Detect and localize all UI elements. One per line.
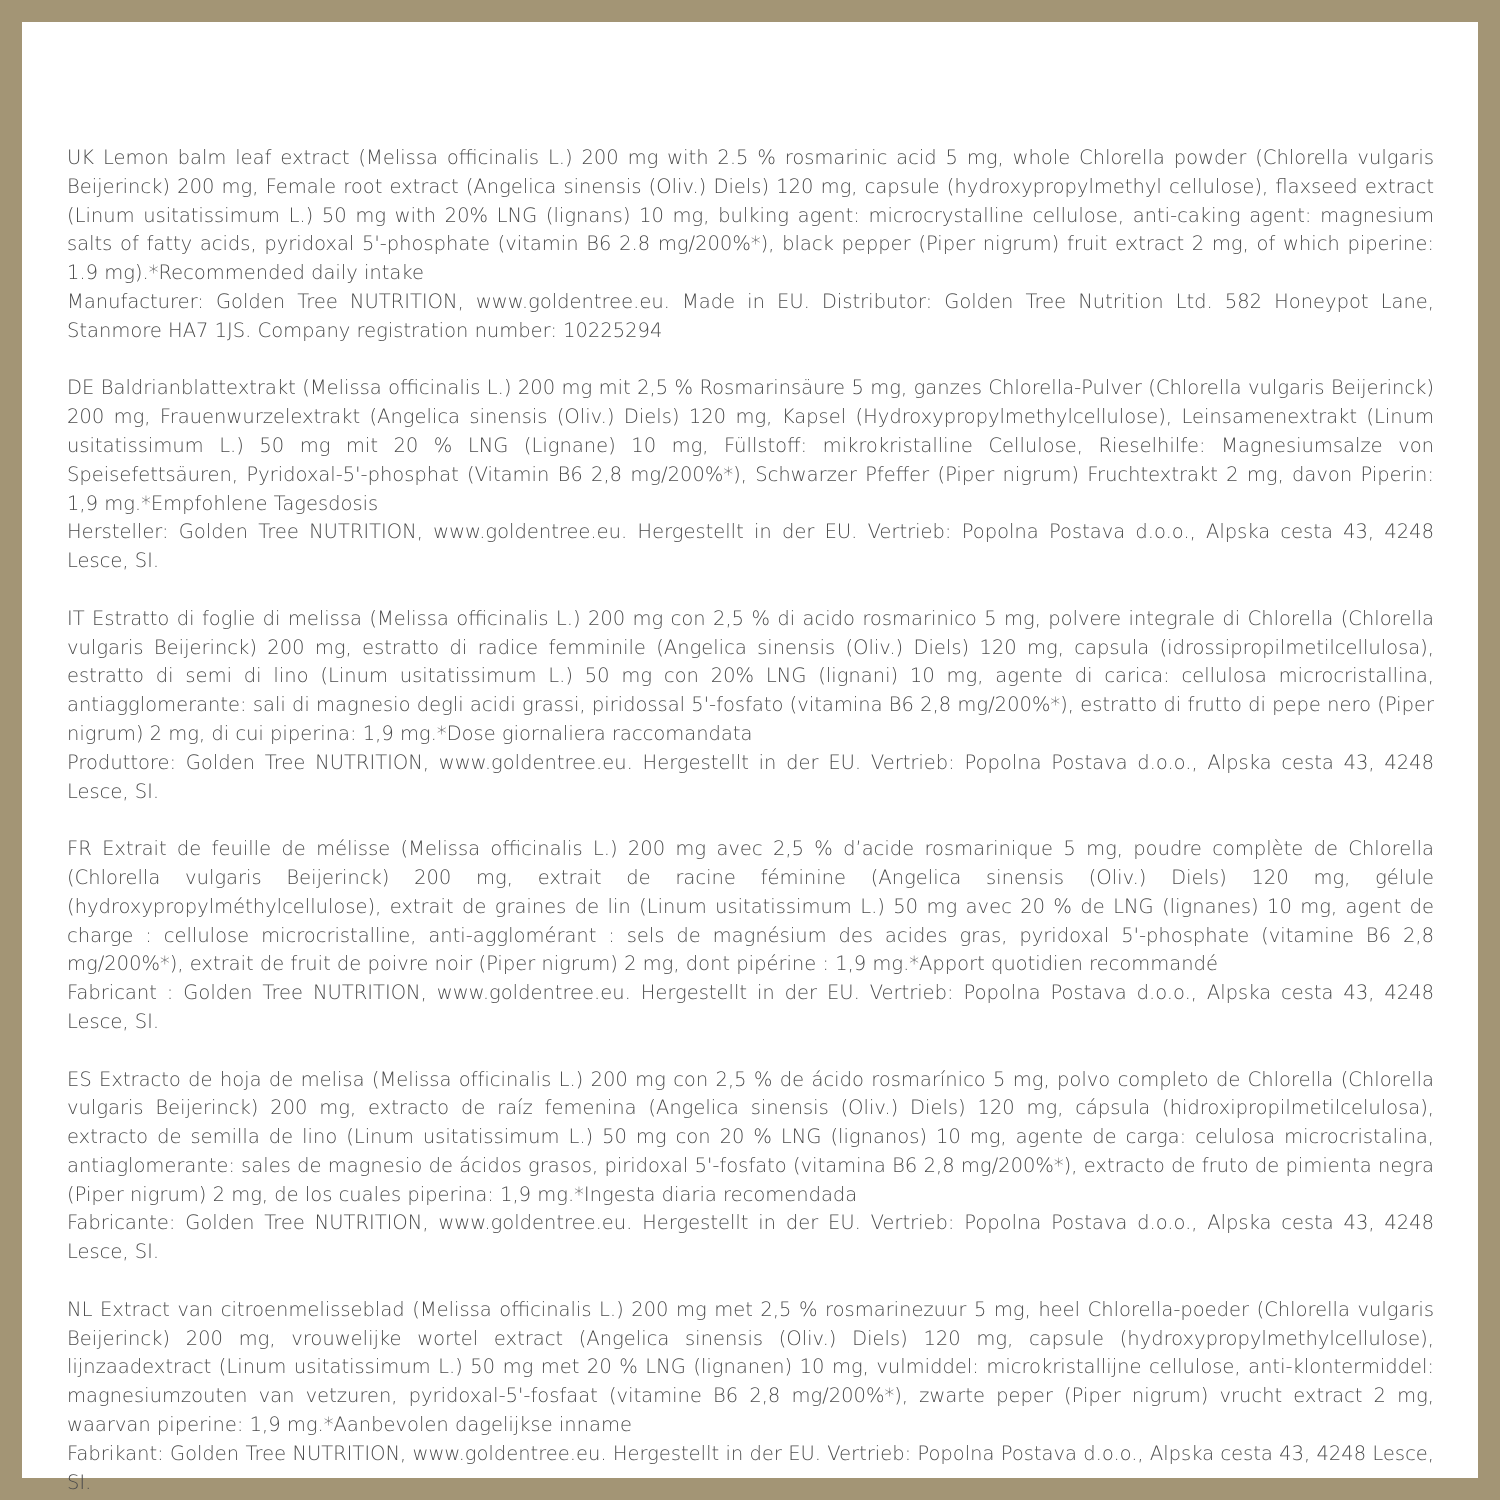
manufacturer-text-nl: Fabrikant: Golden Tree NUTRITION, www.goldentree.eu. Hergestellt in der EU. Vertrieb: Popolna Postava d.o.o., Alpska cesta 43, 4248 Lesce, SI. xyxy=(67,1441,1434,1494)
section-de xyxy=(67,374,1434,576)
manufacturer-text-de: Hersteller: Golden Tree NUTRITION, www.goldentree.eu. Hergestellt in der EU. Vertrieb: Popolna Postava d.o.o., Alpska cesta 43, 4248 Lesce, SI. xyxy=(67,520,1434,573)
label-panel xyxy=(22,22,1478,1494)
section-uk xyxy=(67,144,1434,346)
section-fr xyxy=(67,835,1434,1037)
ingredients-text-fr: FR Extrait de feuille de mélisse (Melissa officinalis L.) 200 mg avec 2,5 % d’acide rosmarinique 5 mg, poudre complète de Chlorella (Chlorella vulgaris Beijerinck) 200 mg, extrait de racine féminine (Angelica sinensis (Oliv.) Diels) 120 mg, gélule (hydroxypropylméthylcellulose), extrait de graines de lin (Linum usitatissimum L.) 50 mg avec 20 % de LNG (lignanes) 10 mg, agent de charge : cellulose microcristalline, anti-agglomérant : sels de magnésium des acides gras, pyridoxal 5'-phosphate (vitamine B6 2,8 mg/200%*), extrait de fruit de poivre noir (Piper nigrum) 2 mg, dont pipérine : 1,9 mg.*Apport quotidien recommandé xyxy=(67,837,1434,976)
section-it xyxy=(67,605,1434,807)
manufacturer-text-uk: Manufacturer: Golden Tree NUTRITION, www.goldentree.eu. Made in EU. Distributor: Golden Tree Nutrition Ltd. 582 Honeypot Lane, Stanmore HA7 1JS. Company registration number: 10225294 xyxy=(67,289,1434,342)
section-es xyxy=(67,1066,1434,1268)
ingredients-text-it: IT Estratto di foglie di melissa (Melissa officinalis L.) 200 mg con 2,5 % di acido rosmarinico 5 mg, polvere integrale di Chlorella (Chlorella vulgaris Beijerinck) 200 mg, estratto di radice femminile (Angelica sinensis (Oliv.) Diels) 120 mg, capsula (idrossipropilmetilcellulosa), estratto di semi di lino (Linum usitatissimum L.) 50 mg con 20% LNG (lignani) 10 mg, agente di carica: cellulosa microcristallina, antiagglomerante: sali di magnesio degli acidi grassi, piridossal 5'-fosfato (vitamina B6 2,8 mg/200%*), estratto di frutto di pepe nero (Piper nigrum) 2 mg, di cui piperina: 1,9 mg.*Dose giornaliera raccomandata xyxy=(67,606,1434,745)
manufacturer-text-it: Produttore: Golden Tree NUTRITION, www.goldentree.eu. Hergestellt in der EU. Vertrieb: Popolna Postava d.o.o., Alpska cesta 43, 4248 Lesce, SI. xyxy=(67,750,1434,803)
ingredients-text-de: DE Baldrianblattextrakt (Melissa officinalis L.) 200 mg mit 2,5 % Rosmarinsäure 5 mg, ganzes Chlorella-Pulver (Chlorella vulgaris Beijerinck) 200 mg, Frauenwurzelextrakt (Angelica sinensis (Oliv.) Diels) 120 mg, Kapsel (Hydroxypropylmethylcellulose), Leinsamenextrakt (Linum usitatissimum L.) 50 mg mit 20 % LNG (Lignane) 10 mg, Füllstoff: mikrokristalline Cellulose, Rieselhilfe: Magnesiumsalze von Speisefettsäuren, Pyridoxal-5'-phosphat (Vitamin B6 2,8 mg/200%*), Schwarzer Pfeffer (Piper nigrum) Fruchtextrakt 2 mg, davon Piperin: 1,9 mg.*Empfohlene Tagesdosis xyxy=(67,376,1434,515)
manufacturer-text-fr: Fabricant : Golden Tree NUTRITION, www.goldentree.eu. Hergestellt in der EU. Vertrieb: Popolna Postava d.o.o., Alpska cesta 43, 4248 Lesce, SI. xyxy=(67,981,1434,1033)
section-nl xyxy=(67,1296,1434,1498)
manufacturer-text-es: Fabricante: Golden Tree NUTRITION, www.goldentree.eu. Hergestellt in der EU. Vertrieb: Popolna Postava d.o.o., Alpska cesta 43, 4248 Lesce, SI. xyxy=(67,1211,1434,1264)
ingredients-text-nl: NL Extract van citroenmelisseblad (Melissa officinalis L.) 200 mg met 2,5 % rosmarinezuur 5 mg, heel Chlorella-poeder (Chlorella vulgaris Beijerinck) 200 mg, vrouwelijke wortel extract (Angelica sinensis (Oliv.) Diels) 120 mg, capsule (hydroxypropylmethylcellulose), lijnzaadextract (Linum usitatissimum L.) 50 mg met 20 % LNG (lignanen) 10 mg, vulmiddel: microkristallijne cellulose, anti-klontermiddel: magnesiumzouten van vetzuren, pyridoxal-5'-fosfaat (vitamine B6 2,8 mg/200%*), zwarte peper (Piper nigrum) vrucht extract 2 mg, waarvan piperine: 1,9 mg.*Aanbevolen dagelijkse inname xyxy=(67,1297,1434,1437)
ingredients-text-uk: UK Lemon balm leaf extract (Melissa officinalis L.) 200 mg with 2.5 % rosmarinic acid 5 mg, whole Chlorella powder (Chlorella vulgaris Beijerinck) 200 mg, Female root extract (Angelica sinensis (Oliv.) Diels) 120 mg, capsule (hydroxypropylmethyl cellulose), flaxseed extract (Linum usitatissimum L.) 50 mg with 20% LNG (lignans) 10 mg, bulking agent: microcrystalline cellulose, anti-caking agent: magnesium salts of fatty acids, pyridoxal 5'-phosphate (vitamin B6 2.8 mg/200%*), black pepper (Piper nigrum) fruit extract 2 mg, of which piperine: 1.9 mg).*Recommended daily intake xyxy=(67,146,1434,285)
ingredients-text-es: ES Extracto de hoja de melisa (Melissa officinalis L.) 200 mg con 2,5 % de ácido rosmarínico 5 mg, polvo completo de Chlorella (Chlorella vulgaris Beijerinck) 200 mg, extracto de raíz femenina (Angelica sinensis (Oliv.) Diels) 120 mg, cápsula (hidroxipropilmetilcelulosa), extracto de semilla de lino (Linum usitatissimum L.) 50 mg con 20 % LNG (lignanos) 10 mg, agente de carga: celulosa microcristalina, antiaglomerante: sales de magnesio de ácidos grasos, piridoxal 5'-fosfato (vitamina B6 2,8 mg/200%*), extracto de fruto de pimienta negra (Piper nigrum) 2 mg, de los cuales piperina: 1,9 mg.*Ingesta diaria recomendada xyxy=(67,1067,1434,1206)
